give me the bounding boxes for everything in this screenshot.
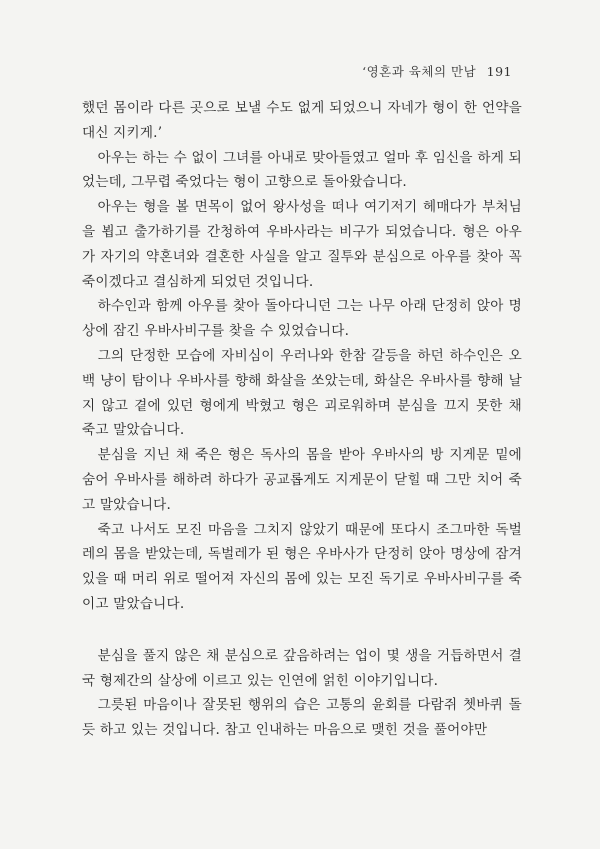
section-break — [82, 617, 522, 644]
paragraph: 하수인과 함께 아우를 찾아 돌아다니던 그는 나무 아래 단정히 앉아 명상에 잠긴 우바사비구를 찾을 수 있었습니다. — [82, 298, 522, 340]
paragraph: 아우는 하는 수 없이 그녀를 아내로 맞아들였고 얼마 후 임신을 하게 되었는데, 그무렵 죽었다는 형이 고향으로 돌아왔습니다. — [82, 149, 522, 191]
paragraph: 분심을 풀지 않은 채 분심으로 갚음하려는 업이 몇 생을 거듭하면서 결국 형제간의 살상에 이르고 있는 인연에 얽힌 이야기입니다. — [82, 647, 522, 689]
paragraph: 했던 몸이라 다른 곳으로 보낼 수도 없게 되었으니 자네가 형이 한 언약을 대신 지키게.’ — [82, 100, 522, 141]
running-header — [362, 62, 512, 80]
paragraph: 아우는 형을 볼 면목이 없어 왕사성을 떠나 여기저기 헤매다가 부처님을 뵙고 출가하기를 간청하여 우바사라는 비구가 되었습니다. 형은 아우가 자기의 약혼녀와 결혼한 사실을 알고 질투와 분심으로 아우를 찾아 꼭 죽이겠다고 결심하게 되었던 것입니다. — [82, 199, 522, 290]
paragraph: 그릇된 마음이나 잘못된 행위의 습은 고통의 윤회를 다람쥐 쳇바퀴 돌듯 하고 있는 것입니다. 참고 인내하는 마음으로 맺힌 것을 풀어야만 — [82, 697, 522, 739]
paragraph: 분심을 지닌 채 죽은 형은 독사의 몸을 받아 우바사의 방 지게문 밑에 숨어 우바사를 해하려 하다가 공교롭게도 지게문이 닫힐 때 그만 치어 죽고 말았습니다. — [82, 447, 522, 513]
running-title: ‘영혼과 육체의 만남 — [362, 64, 477, 79]
paragraph: 죽고 나서도 모진 마음을 그치지 않았기 때문에 또다시 조그마한 독벌레의 몸을 받았는데, 독벌레가 된 형은 우바사가 단정히 앉아 명상에 잠겨 있을 때 머리 위로 떨어져 자신의 몸에 있는 모진 독기로 우바사비구를 죽이고 말았습니다. — [82, 521, 522, 612]
paragraph: 그의 단정한 모습에 자비심이 우러나와 한참 갈등을 하던 하수인은 오백 냥이 탐이나 우바사를 향해 화살을 쏘았는데, 화살은 우바사를 향해 날지 않고 곁에 있던 형에게 박혔고 형은 괴로워하며 분심을 끄지 못한 채 죽고 말았습니다. — [82, 347, 522, 439]
page-number: 191 — [486, 64, 512, 79]
body-text — [82, 96, 522, 743]
